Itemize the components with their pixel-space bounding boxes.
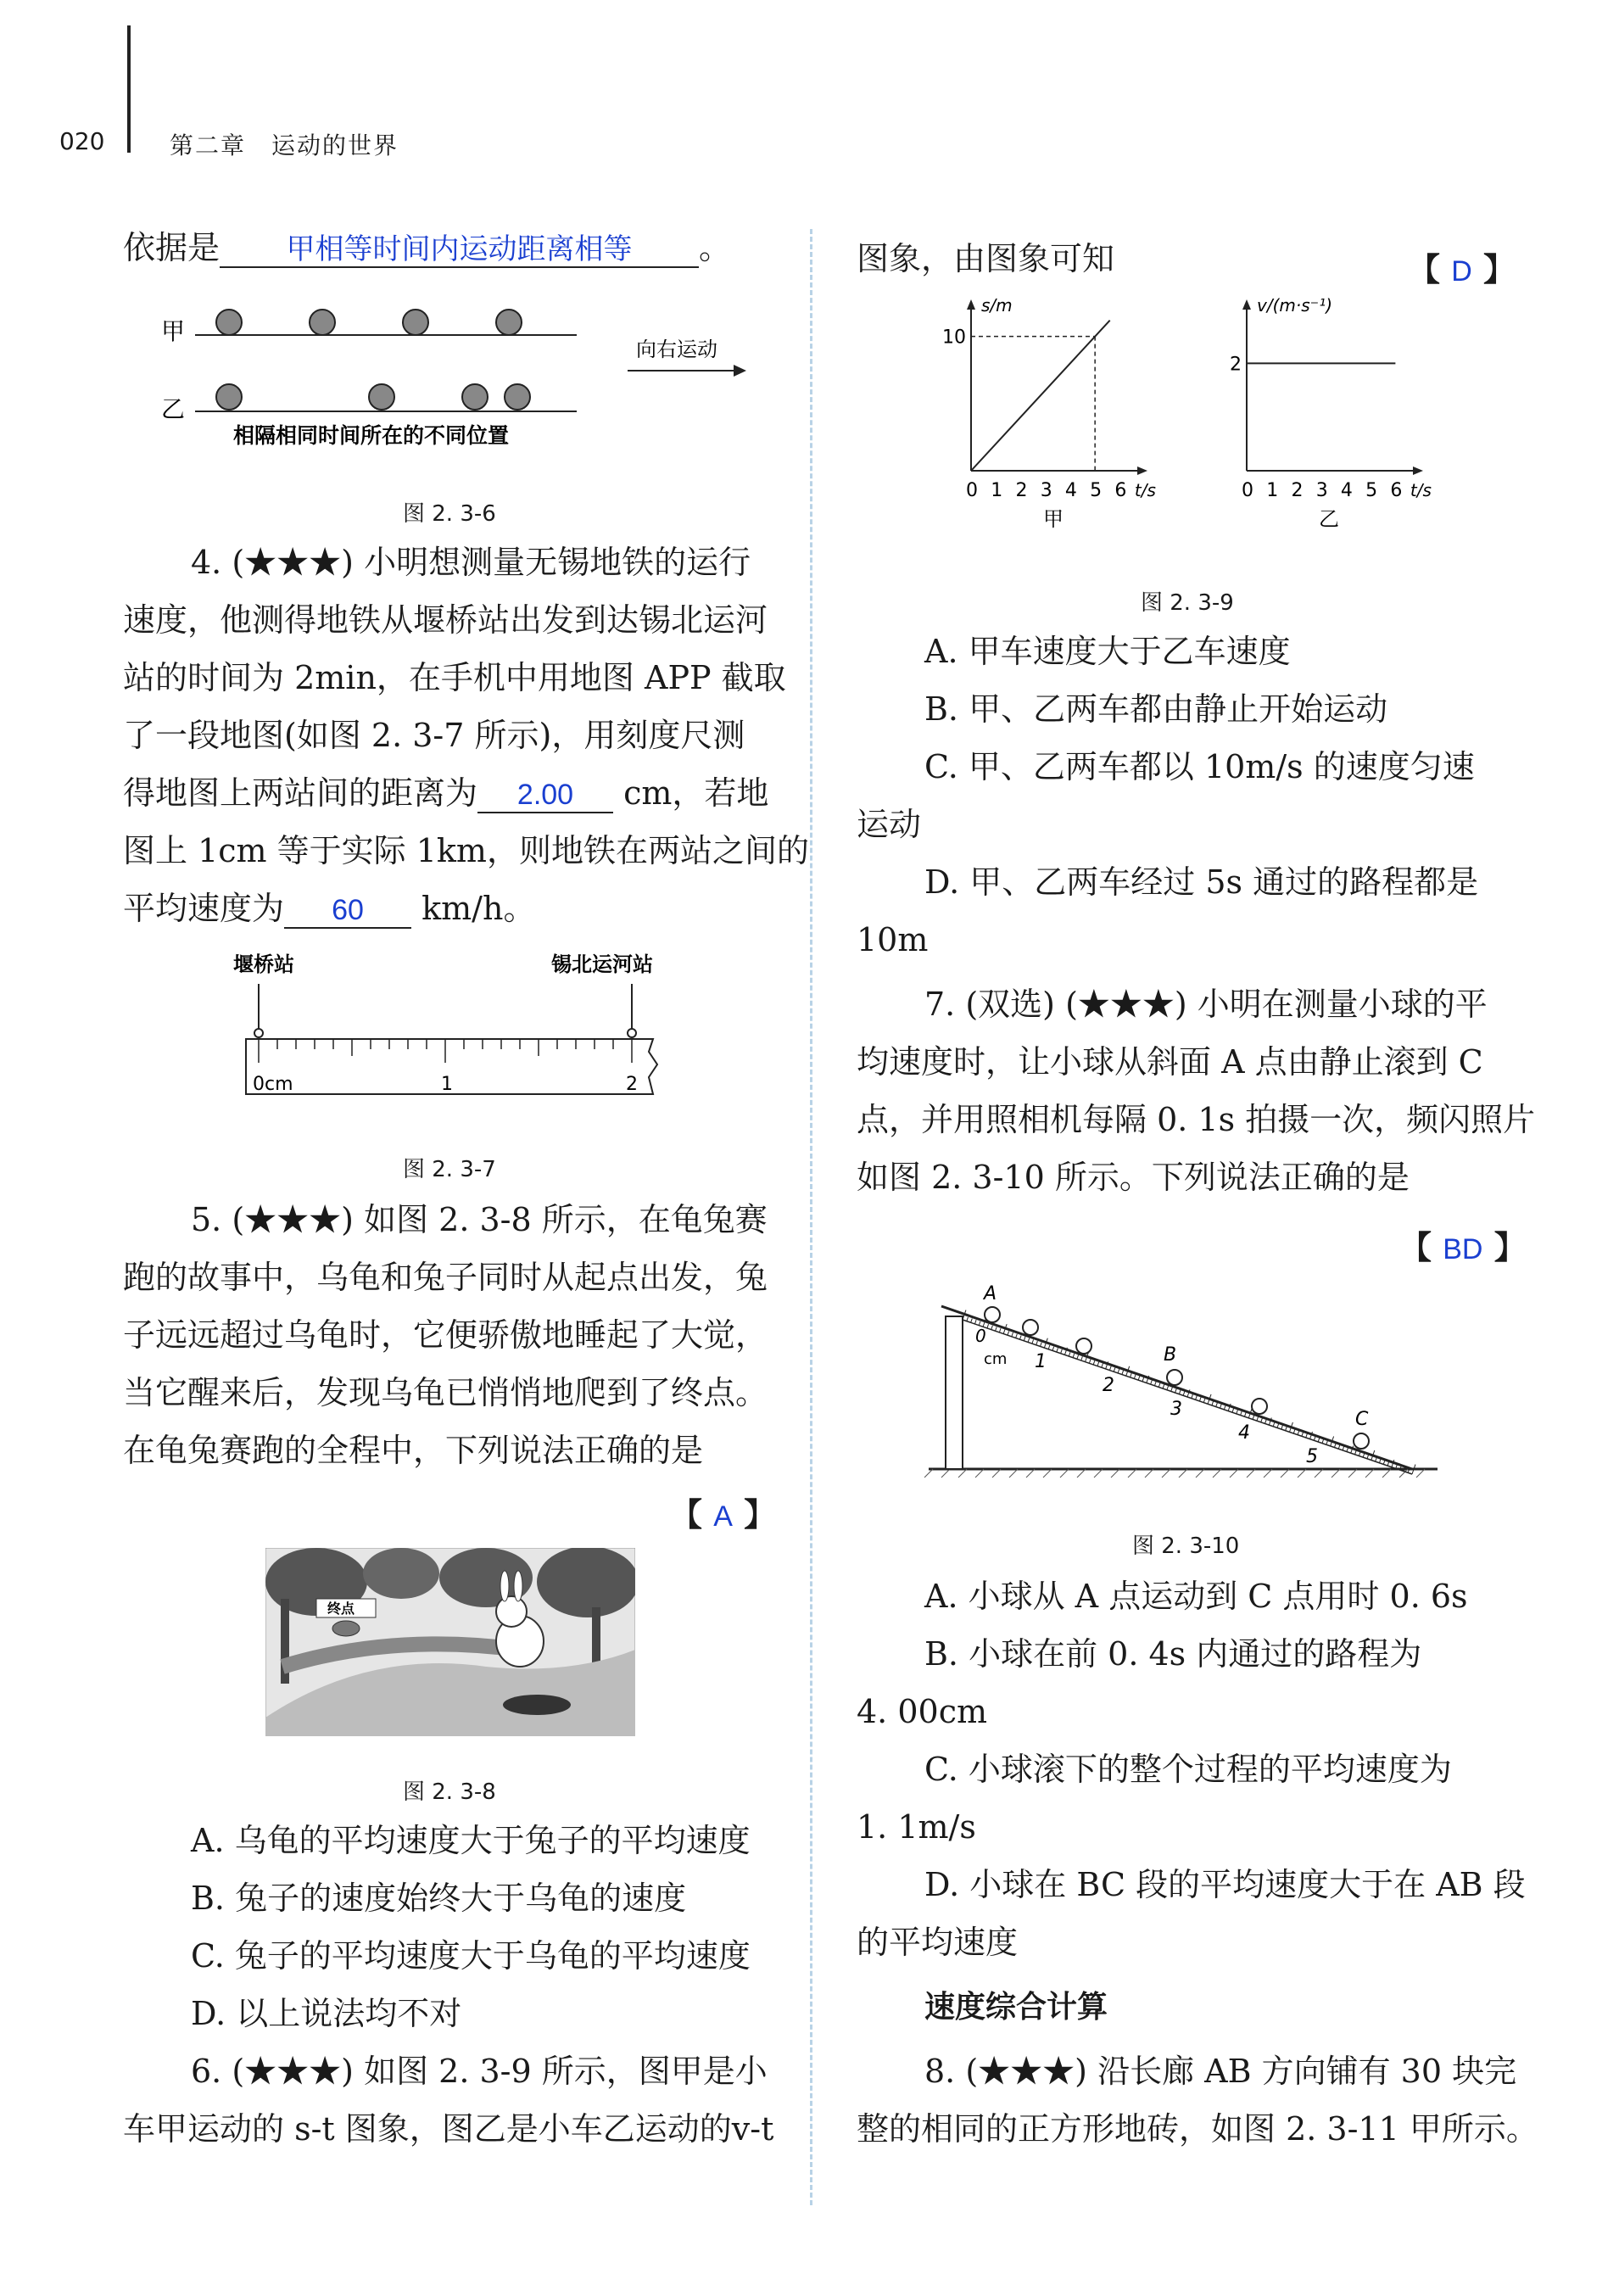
ball-pos-6 — [1354, 1433, 1369, 1449]
incline-tick — [1216, 1403, 1218, 1407]
ruler-tick-4: 4 — [1238, 1422, 1250, 1444]
q6-answer-bracket: 【 D 】 — [1408, 251, 1516, 288]
incline-tick — [1093, 1360, 1095, 1365]
incline-tick — [1102, 1364, 1103, 1368]
q7-option-c-cont: 1. 1m/s — [857, 1808, 976, 1846]
incline-tick — [1261, 1418, 1263, 1422]
arrow-text: 向右运动 — [636, 338, 717, 361]
incline-tick — [1142, 1377, 1144, 1382]
incline-tick — [1318, 1438, 1320, 1442]
incline-tick — [1081, 1356, 1083, 1360]
incline-tick — [1314, 1437, 1315, 1441]
q4-line-7 — [123, 891, 535, 929]
q6-option-d: D. 甲、乙两车经过 5s 通过的路程都是 — [924, 863, 1479, 901]
x-axis-label: t/s — [1134, 480, 1156, 500]
ruler-tick-1: 1 — [1035, 1351, 1047, 1372]
incline-tick — [1347, 1448, 1348, 1452]
ruler-tick-3: 3 — [1170, 1399, 1182, 1420]
q7-line-2: 均速度时，让小球从斜面 A 点由静止滚到 C — [857, 1043, 1483, 1081]
ball-yi-2 — [369, 384, 394, 410]
fig-note: 相隔相同时间所在的不同位置 — [233, 423, 510, 448]
q6-option-d-cont: 10m — [857, 921, 929, 958]
incline-tick — [1052, 1347, 1054, 1351]
incline-tick — [1298, 1431, 1299, 1435]
support-post — [946, 1316, 963, 1469]
incline-tick — [974, 1320, 976, 1324]
incline-tick — [1089, 1360, 1091, 1364]
chart-jia — [942, 297, 1156, 531]
column-divider — [810, 229, 812, 2205]
q7-option-a: A. 小球从 A 点运动到 C 点用时 0. 6s — [924, 1578, 1468, 1615]
x-tick-label: 0 — [1242, 480, 1253, 501]
incline-tick — [1114, 1367, 1115, 1371]
chart-title: 甲 — [1043, 507, 1064, 531]
incline-surface — [941, 1306, 1412, 1469]
q4-line-5b: cm，若地 — [623, 774, 769, 812]
incline-tick — [1109, 1366, 1111, 1371]
ball-positions-diagram — [153, 288, 763, 458]
shadow — [503, 1695, 571, 1715]
hare-head — [496, 1596, 527, 1627]
q7-option-d-cont: 的平均速度 — [857, 1924, 1019, 1961]
ruler-zero: 0 — [975, 1326, 986, 1346]
ball-jia-3 — [403, 310, 428, 335]
incline-tick — [1212, 1401, 1214, 1405]
figure-2-3-6 — [153, 288, 763, 458]
incline-tick — [1244, 1412, 1246, 1416]
point-b: B — [1164, 1344, 1177, 1366]
arrow-head — [734, 365, 746, 377]
incline-tick — [1302, 1433, 1304, 1437]
x-tick-label: 4 — [1340, 480, 1353, 501]
q3-prefix: 依据是 — [123, 229, 221, 266]
q6-option-c-cont: 运动 — [857, 806, 922, 843]
y-tick-label: 10 — [942, 327, 966, 349]
incline-tick — [1183, 1392, 1185, 1396]
ball-yi-1 — [216, 384, 242, 410]
hare-ear-1 — [500, 1571, 509, 1601]
incline-tick — [1032, 1339, 1034, 1344]
incline-tick — [1175, 1388, 1177, 1393]
q7-option-b: B. 小球在前 0. 4s 内通过的路程为 — [924, 1635, 1422, 1673]
q4-answer-distance: 2.00 — [477, 778, 613, 813]
q6-option-c: C. 甲、乙两车都以 10m/s 的速度匀速 — [924, 748, 1475, 785]
ball-jia-1 — [216, 310, 242, 335]
q6-line-1: 6. (★★★) 如图 2. 3-9 所示，图甲是小 — [191, 2053, 768, 2090]
q6-answer: D — [1451, 255, 1472, 288]
incline-tick — [1077, 1355, 1079, 1360]
tick-label-2: 2 — [626, 1074, 638, 1095]
label-jia: 甲 — [161, 317, 186, 345]
y-axis-label: s/m — [981, 297, 1013, 316]
incline-tick — [1232, 1408, 1234, 1412]
q6-line-3: 图象，由图象可知 — [857, 240, 1115, 277]
incline-tick — [1376, 1457, 1377, 1461]
q8-line-1: 8. (★★★) 沿长廊 AB 方向铺有 30 块完 — [924, 2053, 1517, 2090]
tree-2 — [363, 1548, 439, 1599]
y-axis-arrow — [967, 299, 975, 310]
incline-tick — [971, 1319, 973, 1323]
incline-tick — [1012, 1332, 1013, 1337]
incline-tick — [1196, 1396, 1198, 1400]
q5-line-5: 在龟兔赛跑的全程中，下列说法正确的是 — [123, 1432, 704, 1469]
x-tick-label: 3 — [1040, 480, 1052, 501]
q3-suffix: 。 — [699, 229, 732, 266]
incline-tick — [1134, 1375, 1136, 1379]
incline-tick — [1277, 1424, 1279, 1428]
ball-yi-3 — [462, 384, 488, 410]
incline-tick — [1122, 1371, 1124, 1375]
x-tick-label: 4 — [1064, 480, 1077, 501]
x-tick-label: 1 — [1266, 480, 1279, 501]
q6-option-b: B. 甲、乙两车都由静止开始运动 — [924, 690, 1388, 728]
incline-tick — [1057, 1348, 1058, 1352]
q5-line-2: 跑的故事中，乌龟和兔子同时从起点出发，兔 — [123, 1259, 768, 1296]
incline-tick — [1257, 1416, 1259, 1421]
q4-line-4: 了一段地图(如图 2. 3-7 所示)，用刻度尺测 — [123, 717, 745, 754]
ball-pos-3 — [1076, 1338, 1091, 1354]
incline-tick — [1379, 1459, 1381, 1463]
caption-2-3-8: 图 2. 3-8 — [403, 1779, 496, 1805]
incline-tick — [1061, 1349, 1063, 1354]
incline-tick — [1326, 1441, 1328, 1445]
ball-jia-4 — [496, 310, 522, 335]
incline-tick — [1363, 1453, 1365, 1457]
q5-option-c: C. 兔子的平均速度大于乌龟的平均速度 — [191, 1937, 751, 1975]
incline-tick — [1019, 1335, 1021, 1339]
incline-diagram — [924, 1272, 1450, 1484]
q5-line-4: 当它醒来后，发现乌龟已悄悄地爬到了终点。 — [123, 1374, 768, 1411]
incline-tick — [1338, 1444, 1340, 1449]
q4-line-2: 速度，他测得地铁从堰桥站出发到达锡北运河 — [123, 601, 768, 639]
series-line — [971, 337, 1095, 471]
incline-tick — [1171, 1388, 1173, 1392]
incline-tick — [1192, 1394, 1193, 1399]
q8-line-2: 整的相同的正方形地砖，如图 2. 3-11 甲所示。 — [857, 2110, 1538, 2148]
incline-tick — [1286, 1427, 1287, 1431]
figure-2-3-7 — [229, 946, 687, 1115]
x-tick-label: 0 — [966, 480, 978, 501]
incline-tick — [1069, 1352, 1070, 1356]
incline-tick — [1028, 1338, 1030, 1343]
station-a-label: 堰桥站 — [233, 952, 294, 976]
incline-tick — [979, 1321, 980, 1326]
incline-tick — [1138, 1376, 1140, 1380]
caption-2-3-10: 图 2. 3-10 — [1132, 1533, 1240, 1559]
incline-tick — [1073, 1354, 1075, 1358]
x-tick-label: 6 — [1390, 480, 1403, 501]
x-tick-label: 1 — [991, 480, 1003, 501]
incline-tick — [1016, 1334, 1018, 1338]
q3-answer: 甲相等时间内运动距离相等 — [220, 232, 699, 268]
incline-tick — [967, 1317, 969, 1321]
q5-option-b: B. 兔子的速度始终大于乌龟的速度 — [191, 1880, 687, 1917]
caption-2-3-6: 图 2. 3-6 — [403, 501, 496, 527]
q7-option-c: C. 小球滚下的整个过程的平均速度为 — [924, 1751, 1452, 1788]
q4-line-7a: 平均速度为 — [123, 890, 285, 927]
q5-answer: A — [713, 1500, 733, 1533]
tick-label-1: 1 — [441, 1074, 453, 1095]
x-tick-label: 3 — [1315, 480, 1328, 501]
label-yi: 乙 — [161, 395, 186, 423]
q6-line-2: 车甲运动的 s-t 图象，图乙是小车乙运动的v-t — [123, 2110, 774, 2148]
incline-tick — [1383, 1461, 1385, 1465]
figure-2-3-10 — [924, 1272, 1450, 1484]
q5-option-a: A. 乌龟的平均速度大于兔子的平均速度 — [191, 1822, 751, 1859]
section-heading: 速度综合计算 — [924, 1990, 1108, 2025]
x-tick-label: 2 — [1015, 480, 1028, 501]
incline-tick — [1265, 1420, 1267, 1424]
incline-tick — [1241, 1411, 1242, 1416]
q7-answer: BD — [1443, 1233, 1483, 1265]
ball-yi-4 — [505, 384, 530, 410]
x-axis-arrow — [1413, 466, 1423, 475]
incline-tick — [1036, 1341, 1038, 1345]
q4-answer-speed: 60 — [284, 893, 411, 929]
q4-line-7b: km/h。 — [421, 890, 536, 927]
series-line-ext — [1095, 321, 1110, 337]
station-b-point — [628, 1029, 636, 1037]
point-c: C — [1355, 1409, 1369, 1430]
ruler-tick-2: 2 — [1103, 1375, 1114, 1396]
y-axis-arrow — [1242, 299, 1251, 310]
incline-tick — [1041, 1343, 1042, 1347]
caption-2-3-9: 图 2. 3-9 — [1141, 590, 1234, 616]
q4-line-5a: 得地图上两站间的距离为 — [123, 774, 478, 812]
q7-option-d: D. 小球在 BC 段的平均速度大于在 AB 段 — [924, 1866, 1526, 1903]
incline-tick — [996, 1327, 997, 1331]
ball-pos-1 — [985, 1307, 1000, 1322]
incline-tick — [1343, 1446, 1344, 1450]
caption-2-3-7: 图 2. 3-7 — [403, 1157, 496, 1182]
incline-tick — [1203, 1399, 1205, 1403]
page-number: 020 — [59, 127, 105, 155]
q5-option-d: D. 以上说法均不对 — [191, 1995, 462, 2032]
chart-svg — [924, 297, 1467, 543]
ball-pos-2 — [1023, 1320, 1038, 1335]
incline-tick — [1158, 1383, 1160, 1388]
incline-tick — [1367, 1455, 1369, 1459]
q7-line-1: 7. (双选) (★★★) 小明在测量小球的平 — [924, 986, 1488, 1023]
x-tick-label: 5 — [1365, 480, 1378, 501]
incline-tick — [1220, 1404, 1222, 1408]
ruler-unit: cm — [984, 1350, 1008, 1368]
y-tick-label: 2 — [1230, 354, 1242, 376]
incline-tick — [1151, 1380, 1153, 1384]
x-tick-label: 6 — [1114, 480, 1127, 501]
incline-tick — [1008, 1331, 1009, 1335]
q7-answer-bracket: 【 BD 】 — [1399, 1229, 1527, 1266]
ball-jia-2 — [310, 310, 335, 335]
hare-ear-2 — [514, 1571, 522, 1601]
q7-line-3: 点，并用照相机每隔 0. 1s 拍摄一次，频闪照片 — [857, 1101, 1536, 1138]
figure-2-3-9 — [924, 297, 1467, 543]
incline-tick — [1179, 1390, 1181, 1394]
q5-line-1: 5. (★★★) 如图 2. 3-8 所示，在龟兔赛 — [191, 1201, 768, 1238]
incline-tick — [1199, 1397, 1201, 1401]
incline-tick — [1387, 1461, 1389, 1466]
x-axis-label: t/s — [1410, 480, 1432, 500]
incline-tick — [1224, 1405, 1225, 1410]
chart-title: 乙 — [1319, 507, 1339, 531]
figure-2-3-8 — [265, 1548, 635, 1736]
point-a: A — [984, 1283, 997, 1304]
incline-tick — [999, 1328, 1001, 1332]
q4-line-1: 4. (★★★) 小明想测量无锡地铁的运行 — [191, 544, 751, 581]
station-a-point — [254, 1029, 263, 1037]
incline-tick — [1322, 1439, 1324, 1444]
y-axis-label: v/(m·s⁻¹) — [1257, 297, 1333, 316]
q4-line-5 — [123, 776, 768, 813]
ball-pos-5 — [1252, 1399, 1267, 1414]
incline-tick — [1306, 1433, 1308, 1438]
q6-option-a: A. 甲车速度大于乙车速度 — [924, 633, 1291, 670]
q5-line-3: 子远远超过乌龟时，它便骄傲地睡起了大觉， — [123, 1316, 768, 1354]
incline-tick — [1293, 1429, 1295, 1433]
incline-tick — [1281, 1425, 1283, 1429]
incline-tick — [1097, 1362, 1099, 1366]
ball-pos-4 — [1167, 1370, 1182, 1385]
x-tick-label: 2 — [1291, 480, 1304, 501]
ruler-diagram — [229, 946, 687, 1115]
incline-tick — [991, 1326, 993, 1330]
incline-tick — [1048, 1345, 1050, 1349]
chart-yi — [1230, 297, 1432, 531]
incline-tick — [1163, 1384, 1164, 1388]
q5-answer-bracket: 【 A 】 — [670, 1496, 777, 1533]
station-b-label: 锡北运河站 — [551, 952, 653, 976]
incline-tick — [1154, 1382, 1156, 1386]
ruler-tick-5: 5 — [1306, 1446, 1318, 1467]
q7-option-b-cont: 4. 00cm — [857, 1693, 988, 1730]
q4-line-6: 图上 1cm 等于实际 1km，则地铁在两站之间的 — [123, 832, 809, 869]
incline-tick — [1273, 1422, 1275, 1427]
incline-tick — [1334, 1444, 1336, 1448]
header-bar — [127, 25, 131, 153]
x-tick-label: 5 — [1090, 480, 1103, 501]
incline-tick — [1355, 1450, 1357, 1455]
finish-sign-text: 终点 — [327, 1600, 355, 1617]
q4-line-3: 站的时间为 2min，在手机中用地图 APP 截取 — [123, 659, 786, 696]
x-axis-arrow — [1137, 466, 1147, 475]
tick-label-0: 0cm — [253, 1074, 293, 1095]
incline-tick — [987, 1324, 989, 1328]
incline-tick — [1253, 1416, 1254, 1420]
incline-tick — [1237, 1410, 1238, 1414]
incline-tick — [1118, 1369, 1119, 1373]
q3-answer-line — [123, 231, 731, 268]
tortoise-hare-illustration — [265, 1548, 635, 1736]
q7-line-4: 如图 2. 3-10 所示。下列说法正确的是 — [857, 1159, 1410, 1196]
incline-tick — [1131, 1373, 1132, 1377]
incline-tick — [1359, 1452, 1360, 1456]
tortoise — [332, 1621, 360, 1636]
chapter-title: 第二章 运动的世界 — [170, 131, 399, 159]
